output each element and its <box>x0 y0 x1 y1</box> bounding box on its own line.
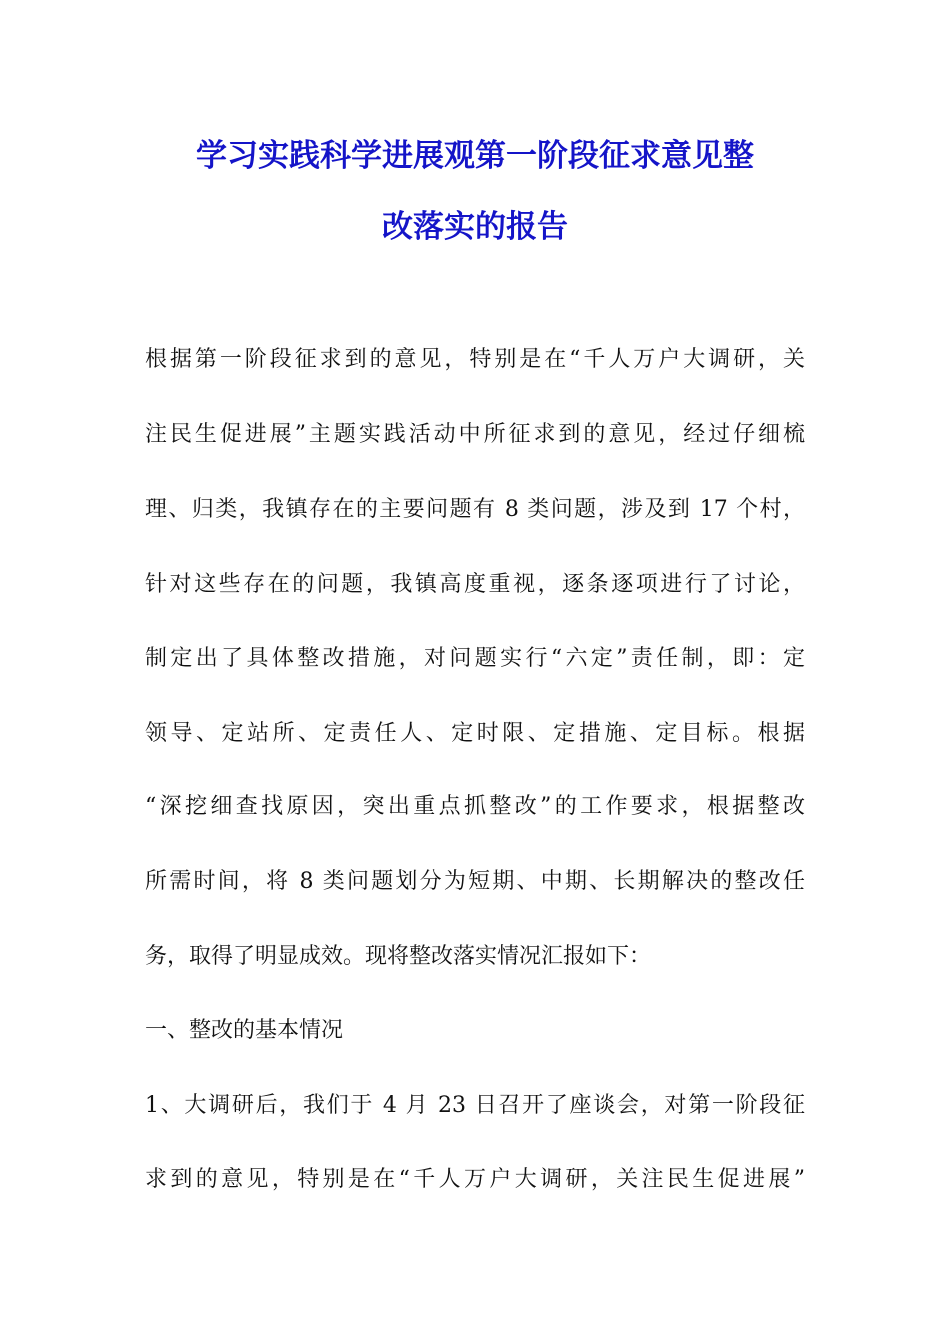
body-text-line: 求到的意见，特别是在“千人万户大调研，关注民生促进展” <box>145 1167 805 1192</box>
body-text-line: 制定出了具体整改措施，对问题实行“六定”责任制，即：定 <box>145 646 805 671</box>
section-heading: 一、整改的基本情况 <box>145 1018 344 1043</box>
body-text-line: 领导、定站所、定责任人、定时限、定措施、定目标。根据 <box>145 721 805 746</box>
body-text-line: 根据第一阶段征求到的意见，特别是在“千人万户大调研，关 <box>145 347 805 372</box>
body-text-line: 务，取得了明显成效。现将整改落实情况汇报如下： <box>145 944 652 969</box>
document-title-line-1: 学习实践科学进展观第一阶段征求意见整 <box>196 138 754 174</box>
body-text-line: 针对这些存在的问题，我镇高度重视，逐条逐项进行了讨论， <box>145 572 805 597</box>
body-text-line: “深挖细查找原因，突出重点抓整改”的工作要求，根据整改 <box>145 794 805 819</box>
body-text-line: 1、大调研后，我们于 4 月 23 日召开了座谈会，对第一阶段征 <box>145 1093 805 1118</box>
document-title-line-2: 改落实的报告 <box>382 209 568 245</box>
body-text-line: 理、归类，我镇存在的主要问题有 8 类问题，涉及到 17 个村， <box>145 497 805 522</box>
body-text-line: 注民生促进展”主题实践活动中所征求到的意见，经过仔细梳 <box>145 422 805 447</box>
body-text-line: 所需时间，将 8 类问题划分为短期、中期、长期解决的整改任 <box>145 869 805 894</box>
